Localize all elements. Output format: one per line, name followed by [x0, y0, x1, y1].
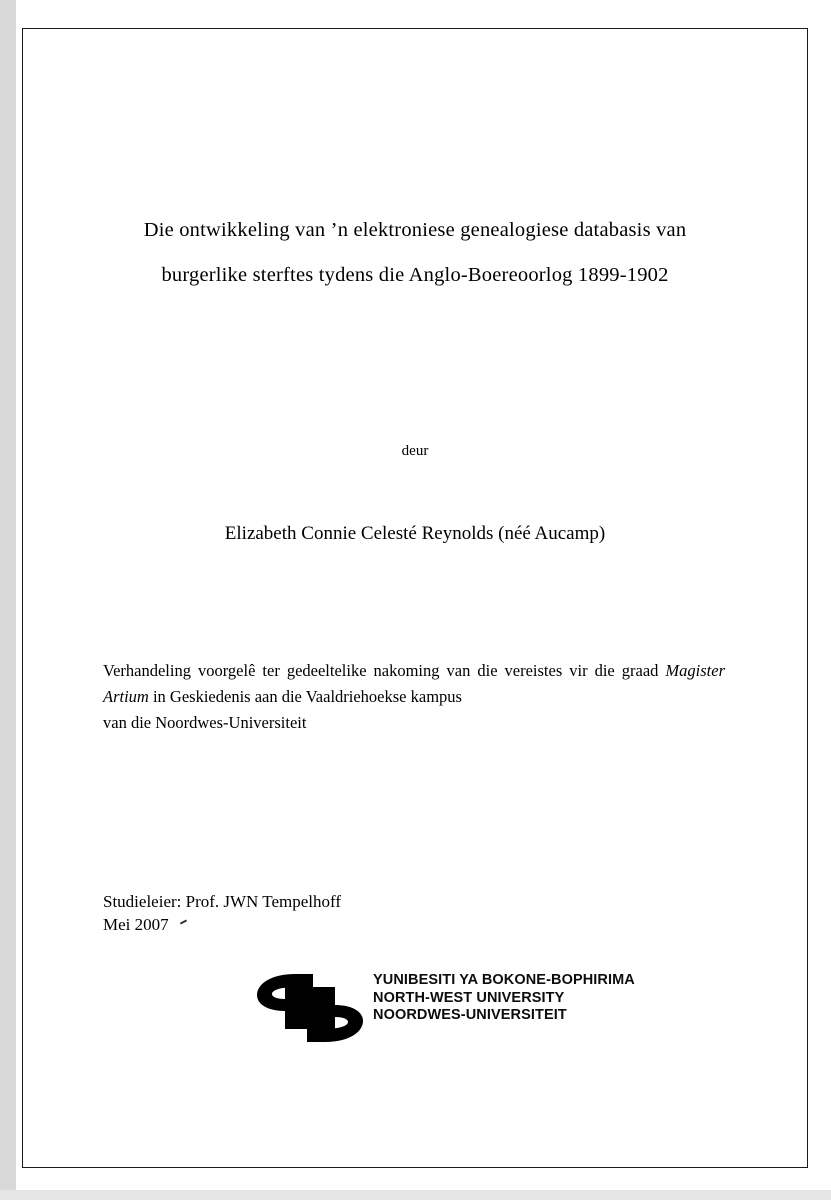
title-line-1: Die ontwikkeling van ’n elektroniese genealogiese databasis van: [143, 219, 687, 241]
title-line-2: burgerlike sterftes tydens die Anglo-Boereoorlog 1899-1902: [161, 264, 669, 286]
by-label: deur: [401, 443, 429, 459]
statement-part-3: van die Noordwes-Universiteit: [103, 713, 307, 732]
scan-edge-left: [0, 0, 16, 1200]
university-logo: [255, 968, 675, 1048]
scan-artifact: [180, 919, 187, 924]
author-name: Elizabeth Connie Celesté Reynolds (néé Aucamp): [224, 523, 606, 544]
date-line: Mei 2007: [103, 915, 169, 934]
logo-line-2: NORTH-WEST UNIVERSITY: [373, 989, 565, 1006]
logo-line-3: NOORDWES-UNIVERSITEIT: [373, 1007, 567, 1023]
nwu-logo-icon: [255, 972, 365, 1044]
page-title: [100, 208, 730, 298]
logo-text-block: [373, 972, 635, 1025]
statement-part-2: in Geskiedenis aan die Vaaldriehoekse kampus: [148, 687, 462, 706]
statement-part-1: Verhandeling voorgelê ter gedeeltelike nakoming van die vereistes vir die graad: [103, 661, 666, 680]
statement-degree: Magister Artium: [103, 661, 725, 706]
scan-edge-bottom: [0, 1190, 831, 1200]
logo-line-1: YUNIBESITI YA BOKONE-BOPHIRIMA: [373, 972, 635, 988]
title-page-content: [100, 28, 730, 1168]
degree-statement: [103, 658, 725, 736]
supervisor-line: Studieleier: Prof. JWN Tempelhoff: [103, 892, 342, 911]
